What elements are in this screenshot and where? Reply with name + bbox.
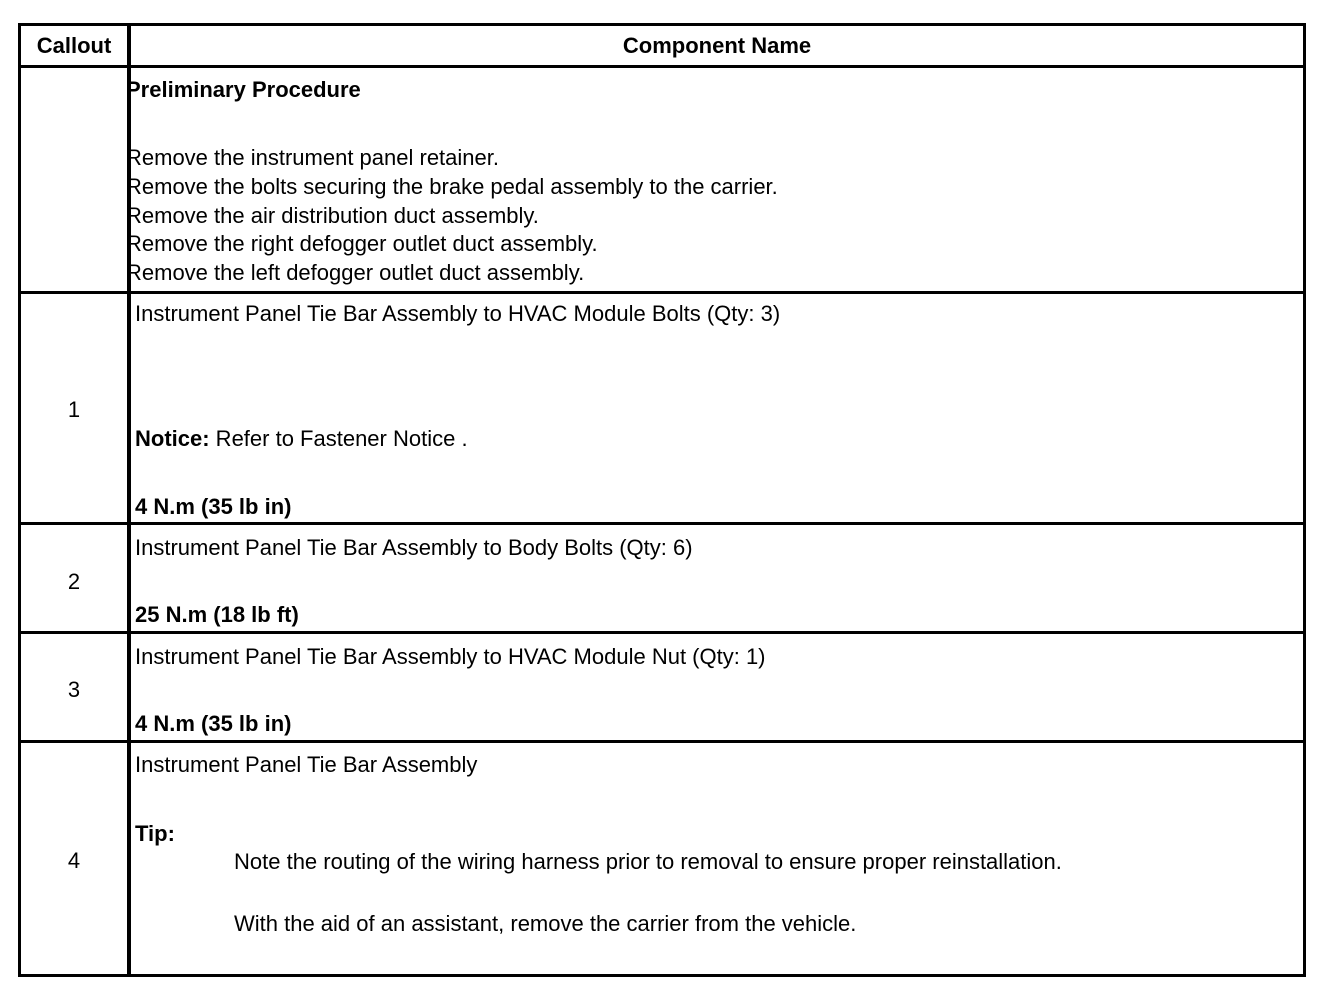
torque-spec: 4 N.m (35 lb in) xyxy=(135,494,292,519)
preliminary-step: Remove the bolts securing the brake pedal assembly to the carrier. xyxy=(126,173,778,199)
component-name: Instrument Panel Tie Bar Assembly to Body Bolts (Qty: 6) xyxy=(135,535,693,560)
row-divider xyxy=(21,291,1303,294)
notice-text: Refer to Fastener Notice . xyxy=(209,426,468,451)
preliminary-step: Remove the air distribution duct assembly. xyxy=(126,202,539,228)
notice xyxy=(135,425,468,454)
tip-label: Tip: xyxy=(135,821,175,846)
row-divider xyxy=(21,522,1303,525)
row-divider xyxy=(21,631,1303,634)
component-name: Instrument Panel Tie Bar Assembly to HVAC Module Nut (Qty: 1) xyxy=(135,644,766,669)
tip-text: With the aid of an assistant, remove the carrier from the vehicle. xyxy=(234,911,857,936)
preliminary-step: Remove the instrument panel retainer. xyxy=(126,145,499,170)
preliminary-step: Remove the left defogger outlet duct assembly. xyxy=(126,260,585,286)
torque-spec: 4 N.m (35 lb in) xyxy=(135,711,292,736)
procedure-table xyxy=(18,23,1306,977)
torque-spec: 25 N.m (18 lb ft) xyxy=(135,602,299,627)
header-component-name: Component Name xyxy=(622,33,812,58)
component-name: Instrument Panel Tie Bar Assembly xyxy=(135,752,478,777)
callout-number: 4 xyxy=(67,848,81,873)
preliminary-steps xyxy=(126,144,778,288)
callout-number: 1 xyxy=(67,397,81,422)
header-callout: Callout xyxy=(36,33,112,58)
preliminary-section xyxy=(126,76,361,105)
component-name: Instrument Panel Tie Bar Assembly to HVAC Module Bolts (Qty: 3) xyxy=(135,301,781,326)
row-divider xyxy=(21,740,1303,743)
notice-label: Notice: xyxy=(135,426,210,451)
callout-number: 2 xyxy=(67,569,81,594)
preliminary-title: Preliminary Procedure xyxy=(126,77,361,102)
preliminary-step: Remove the right defogger outlet duct assembly. xyxy=(126,231,598,257)
callout-number: 3 xyxy=(67,677,81,702)
tip-text: Note the routing of the wiring harness prior to removal to ensure proper reinstallation. xyxy=(234,849,1062,874)
row-divider xyxy=(21,65,1303,68)
